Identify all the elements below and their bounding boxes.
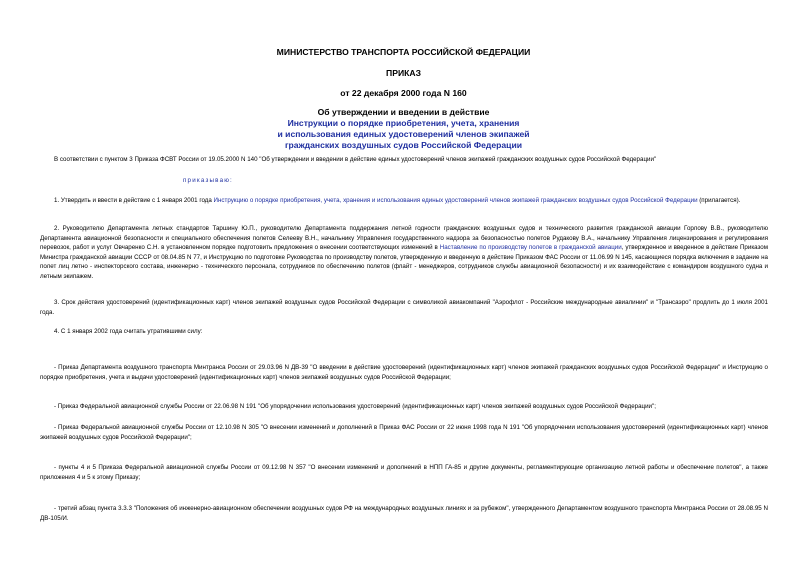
item-1-link[interactable]: Инструкцию о порядке приобретения, учета, хранения и использования единых удостоверений членов экипажей гражданских воздушных судов Российской Федерации — [213, 197, 698, 204]
repealed-item-3: - Приказ Федеральной авиационной службы России от 12.10.98 N 305 "О внесении изменений и дополнений в Приказ ФАС России от 22 июня 1998 года N 191 "Об упорядочении использования удостоверений (идентификационных карт) членов экипажей воздушных судов Российской Федерации"; — [40, 424, 768, 441]
item-4: 4. С 1 января 2002 года считать утратившими силу: — [54, 328, 203, 335]
repealed-item-1: - Приказ Департамента воздушного транспорта Минтранса России от 29.03.96 N ДВ-39 "О введении в действие удостоверений (идентификационных карт) членов экипажей гражданских воздушных судов Российской Федерации" и Инструкцию о порядке приобретения, учета и выдачи удостоверений (идентификационных карт) членов экипажей воздушных судов Российской Федерации; — [40, 364, 768, 381]
subject-line-2: Инструкции о порядке приобретения, учета, хранения — [287, 118, 520, 128]
doc-date-number: от 22 декабря 2000 года N 160 — [340, 88, 467, 98]
subject-line-1: Об утверждении и введении в действие — [317, 107, 490, 117]
item-1 — [40, 196, 768, 206]
order-word — [183, 176, 383, 186]
subject-line-3: и использования единых удостоверений членов экипажей — [277, 129, 530, 139]
item-2-middle: , утвержденное и введенное в действие Приказом Министра гражданской авиации СССР от 08.04.85 N 77, и Инструкцию по подготовке Руководства по производству полетов, утвержденную и введенную в действие Приказом ФАС России от 11.06.99 N 145, касающиеся порядка включения в задание на полет лиц летно - инспекторского состава, инженерно - технического персонала, сотрудников по обеспечению полетов (флайт - менеджеров, сотрудников службы авиационной безопасности) и их взаимодействие с командиром воздушного судна и летным экипажем. — [40, 244, 768, 280]
repealed-item-5: - третий абзац пункта 3.3.3 "Положения об инженерно-авиационном обеспечении воздушных судов РФ на международных воздушных линиях и за рубежом", утвержденного Департаментом воздушного транспорта Минтранса России от 28.08.95 N ДВ-105/И. — [40, 505, 768, 522]
item-1-end: (прилагается). — [697, 197, 741, 204]
repealed-item-2: - Приказ Федеральной авиационной службы России от 22.06.98 N 191 "Об упорядочении использования удостоверений (идентификационных карт) членов экипажей воздушных судов Российской Федерации"; — [54, 403, 656, 410]
repealed-item-4: - пункты 4 и 5 Приказа Федеральной авиационной службы России от 09.12.98 N 357 "О внесении изменений и дополнений в НПП ГА-85 и другие документы, регламентирующие организацию летной работы и обеспечение полетов", а также приложения 4 и 5 к этому Приказу; — [40, 464, 768, 481]
item-1-start: 1. Утвердить и ввести в действие с 1 января 2001 года — [54, 197, 214, 204]
order-word-text: приказываю: — [183, 177, 233, 184]
ministry-title: МИНИСТЕРСТВО ТРАНСПОРТА РОССИЙСКОЙ ФЕДЕРАЦИИ — [276, 47, 531, 57]
subject-line-4: гражданских воздушных судов Российской Федерации — [284, 140, 523, 150]
preamble: В соответствии с пунктом 3 Приказа ФСВТ России от 19.05.2000 N 140 "Об утверждении и введении в действие единых удостоверений членов экипажей гражданских воздушных судов Российской Федерации" — [54, 156, 657, 163]
item-2-start: 2. Руководителю Департамента летных стандартов Таршину Ю.П., руководителю Департамента поддержания летной годности гражданских воздушных судов и технического развития гражданской авиации Горлову В.В., руководителю Департамента авиационной безопасности и специального обеспечения полетов Селееву В.Н., начальнику Управления государственного надзора за безопасностью полетов Рудакову В.А., начальнику Управления лицензирования и регулирования перевозок, работ и услуг Овчаренко С.Н. в установленном порядке подготовить предложения о внесении соответствующих изменений в — [40, 225, 768, 251]
doc-type-title: ПРИКАЗ — [386, 68, 421, 78]
item-2-link[interactable]: Наставление по производству полетов в гражданской авиации — [439, 244, 622, 251]
item-2 — [40, 224, 768, 281]
item-3: 3. Срок действия удостоверений (идентификационных карт) членов экипажей воздушных судов Российской Федерации с символикой авиакомпаний "Аэрофлот - Российские международные авиалинии" и "Трансаэро" продлить до 1 июля 2001 года. — [40, 299, 768, 316]
